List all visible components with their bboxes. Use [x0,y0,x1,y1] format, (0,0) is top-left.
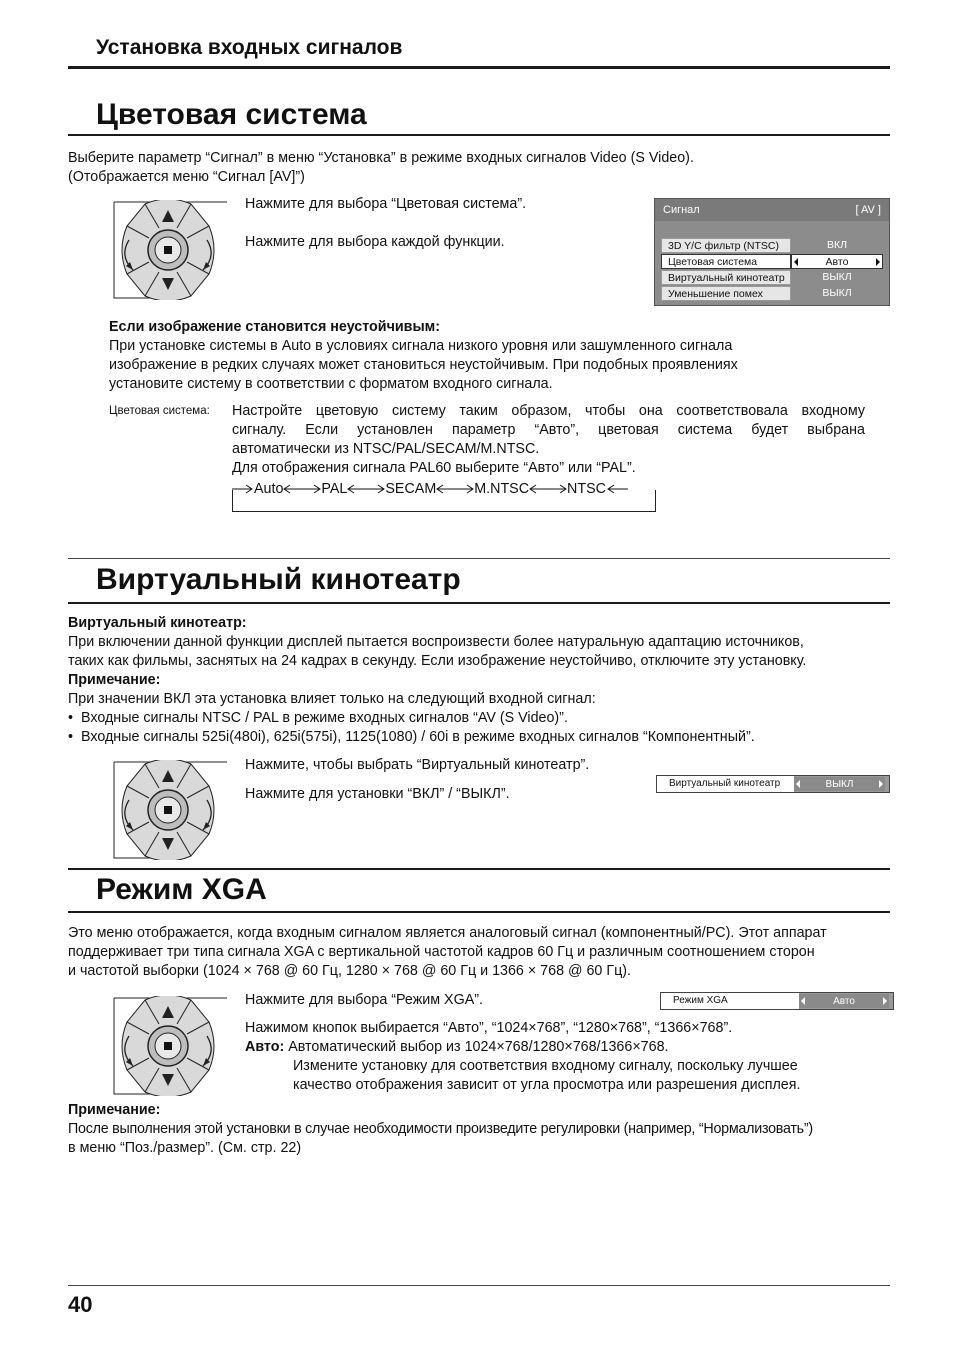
instr-select-xga: Нажмите для выбора “Режим XGA”. [245,992,483,1008]
xga-text-1: Это меню отображается, когда входным сигналом является аналоговый сигнал (компонентный/PC). Этот аппарат [68,925,827,941]
xga-text-2: поддерживает три типа сигнала XGA с вертикальной частотой кадров 60 Гц и различным соотношением сторон [68,944,815,960]
remote-pad-icon [109,760,227,860]
xga-rule [68,911,890,913]
virtual-cinema-title: Виртуальный кинотеатр [96,563,461,596]
unstable-heading: Если изображение становится неустойчивым: [109,319,440,335]
vc-note-text: При значении ВКЛ эта установка влияет только на следующий входной сигнал: [68,691,596,707]
cycle-item: NTSC [567,481,606,497]
menu-row-virtual-cinema[interactable] [661,270,883,285]
color-system-intro-2: (Отображается меню “Сигнал [AV]”) [68,169,305,185]
unstable-line-2: изображение в редких случаях может становиться неустойчивым. При подобных проявлениях [109,357,738,373]
header-rule [68,66,890,69]
instr-set-vc: Нажмите для установки “ВКЛ” / “ВЫКЛ”. [245,786,510,802]
vc-text-2: таких как фильмы, заснятых на 24 кадрах в секунду. Если изображение неустойчиво, отключите эту установку. [68,653,807,669]
vc-bullet-text: Входные сигналы NTSC / PAL в режиме входных сигналов “AV (S Video)”. [80,710,568,726]
instr-options-xga: Нажимом кнопок выбирается “Авто”, “1024×768”, “1280×768”, “1366×768”. [245,1020,733,1036]
footer-rule [68,1285,890,1286]
signal-menu [654,198,890,306]
xga-auto-note-2: качество отображения зависит от угла просмотра или разрешения дисплея. [293,1077,801,1093]
virtual-cinema-bar[interactable] [656,775,890,793]
menu-row-label: Цветовая система [661,254,791,269]
xga-mode-bar[interactable] [660,992,894,1010]
vc-text-1: При включении данной функции дисплей пытается воспроизвести более натуральную адаптацию источников, [68,634,804,650]
xga-auto-note-1: Измените установку для соответствия входному сигналу, поскольку лучшее [293,1058,798,1074]
menu-row-color-system[interactable] [661,254,883,269]
menu-row-value: ВЫКЛ [822,271,852,283]
menu-row-value-selector[interactable] [791,254,883,269]
cycle-item: PAL [321,481,348,497]
double-arrow-icon [347,484,385,494]
menu-row-value: Авто [825,256,849,268]
color-system-intro-1: Выберите параметр “Сигнал” в меню “Установка” в режиме входных сигналов Video (S Video). [68,150,694,166]
left-arrow-icon [606,484,628,494]
right-arrow-icon [883,997,887,1005]
bar-label: Виртуальный кинотеатр [657,776,794,792]
signal-menu-title: Сигнал [663,204,700,216]
menu-row-label: Уменьшение помех [661,286,791,301]
double-arrow-icon [529,484,567,494]
instr-each-function: Нажмите для выбора каждой функции. [245,234,505,250]
cycle-item: SECAM [385,481,437,497]
color-system-cycle [232,481,628,497]
virtual-cinema-top-rule [68,558,890,559]
vc-bullet-text: Входные сигналы 525i(480i), 625i(575i), 1125(1080) / 60i в режиме входных сигналов “Компонентный”. [80,729,755,745]
signal-menu-title-bar [655,199,889,221]
cs-text-2: сигналу. Если установлен параметр “Авто”, цветовая система будет выбрана [232,422,865,438]
bar-value: Авто [833,996,855,1007]
bar-value: ВЫКЛ [825,779,854,790]
right-arrow-icon [879,780,883,788]
vc-bullet-1: • Входные сигналы NTSC / PAL в режиме входных сигналов “AV (S Video)”. [68,710,568,726]
menu-row-label: Виртуальный кинотеатр [661,270,791,285]
double-arrow-icon [436,484,474,494]
left-arrow-icon [794,258,798,266]
left-arrow-icon [801,997,805,1005]
vc-sub-heading: Виртуальный кинотеатр: [68,615,247,631]
left-arrow-icon [796,780,800,788]
bar-value-selector[interactable] [799,994,889,1008]
remote-pad-icon [109,200,227,300]
instr-select-vc: Нажмите, чтобы выбрать “Виртуальный кинотеатр”. [245,757,590,773]
section-header: Установка входных сигналов [96,36,403,59]
xga-note-2: в меню “Поз./размер”. (См. стр. 22) [68,1140,302,1156]
cs-text-4: Для отображения сигнала PAL60 выберите “Авто” или “PAL”. [232,460,636,476]
page-number: 40 [68,1292,93,1317]
signal-menu-tag: [ AV ] [855,204,881,216]
right-arrow-icon [232,484,254,494]
cycle-item: M.NTSC [474,481,530,497]
xga-text-3: и частотой выборки (1024 × 768 @ 60 Гц, 1280 × 768 @ 60 Гц и 1366 × 768 @ 60 Гц). [68,963,632,979]
xga-note-1: После выполнения этой установки в случае необходимости произведите регулировки (например, “Нормализовать”) [68,1121,813,1137]
menu-row-noise-reduction[interactable] [661,286,883,301]
color-system-rule [68,134,890,136]
menu-row-3dyc[interactable] [661,238,883,253]
xga-note-heading: Примечание: [68,1102,161,1118]
color-system-title: Цветовая система [96,98,367,131]
remote-pad-icon [109,996,227,1096]
vc-note-heading: Примечание: [68,672,161,688]
bar-label: Режим XGA [661,993,799,1009]
unstable-line-3: установите систему в соответствии с форматом входного сигнала. [109,376,553,392]
cycle-item: Auto [254,481,284,497]
unstable-line-1: При установке системы в Auto в условиях сигнала низкого уровня или зашумленного сигнала [109,338,733,354]
menu-row-value: ВКЛ [826,239,847,251]
xga-auto-line [245,1038,669,1057]
xga-auto-text: Автоматический выбор из 1024×768/1280×768/1366×768. [288,1039,669,1055]
xga-auto-label: Авто: [245,1039,285,1055]
virtual-cinema-rule [68,602,890,604]
bar-value-selector[interactable] [794,777,885,791]
xga-top-rule [68,868,890,870]
cs-text-1: Настройте цветовую систему таким образом, чтобы она соответствовала входному [232,403,865,419]
right-arrow-icon [876,258,880,266]
vc-bullet-2: • Входные сигналы 525i(480i), 625i(575i), 1125(1080) / 60i в режиме входных сигналов “Компонентный”. [68,729,755,745]
menu-row-value: ВЫКЛ [822,287,852,299]
menu-row-label: 3D Y/C фильтр (NTSC) [661,238,791,253]
xga-title: Режим XGA [96,873,267,906]
instr-select-color: Нажмите для выбора “Цветовая система”. [245,196,527,212]
cs-text-3: автоматически из NTSC/PAL/SECAM/M.NTSC. [232,441,540,457]
cs-label: Цветовая система: [109,405,210,417]
double-arrow-icon [283,484,321,494]
